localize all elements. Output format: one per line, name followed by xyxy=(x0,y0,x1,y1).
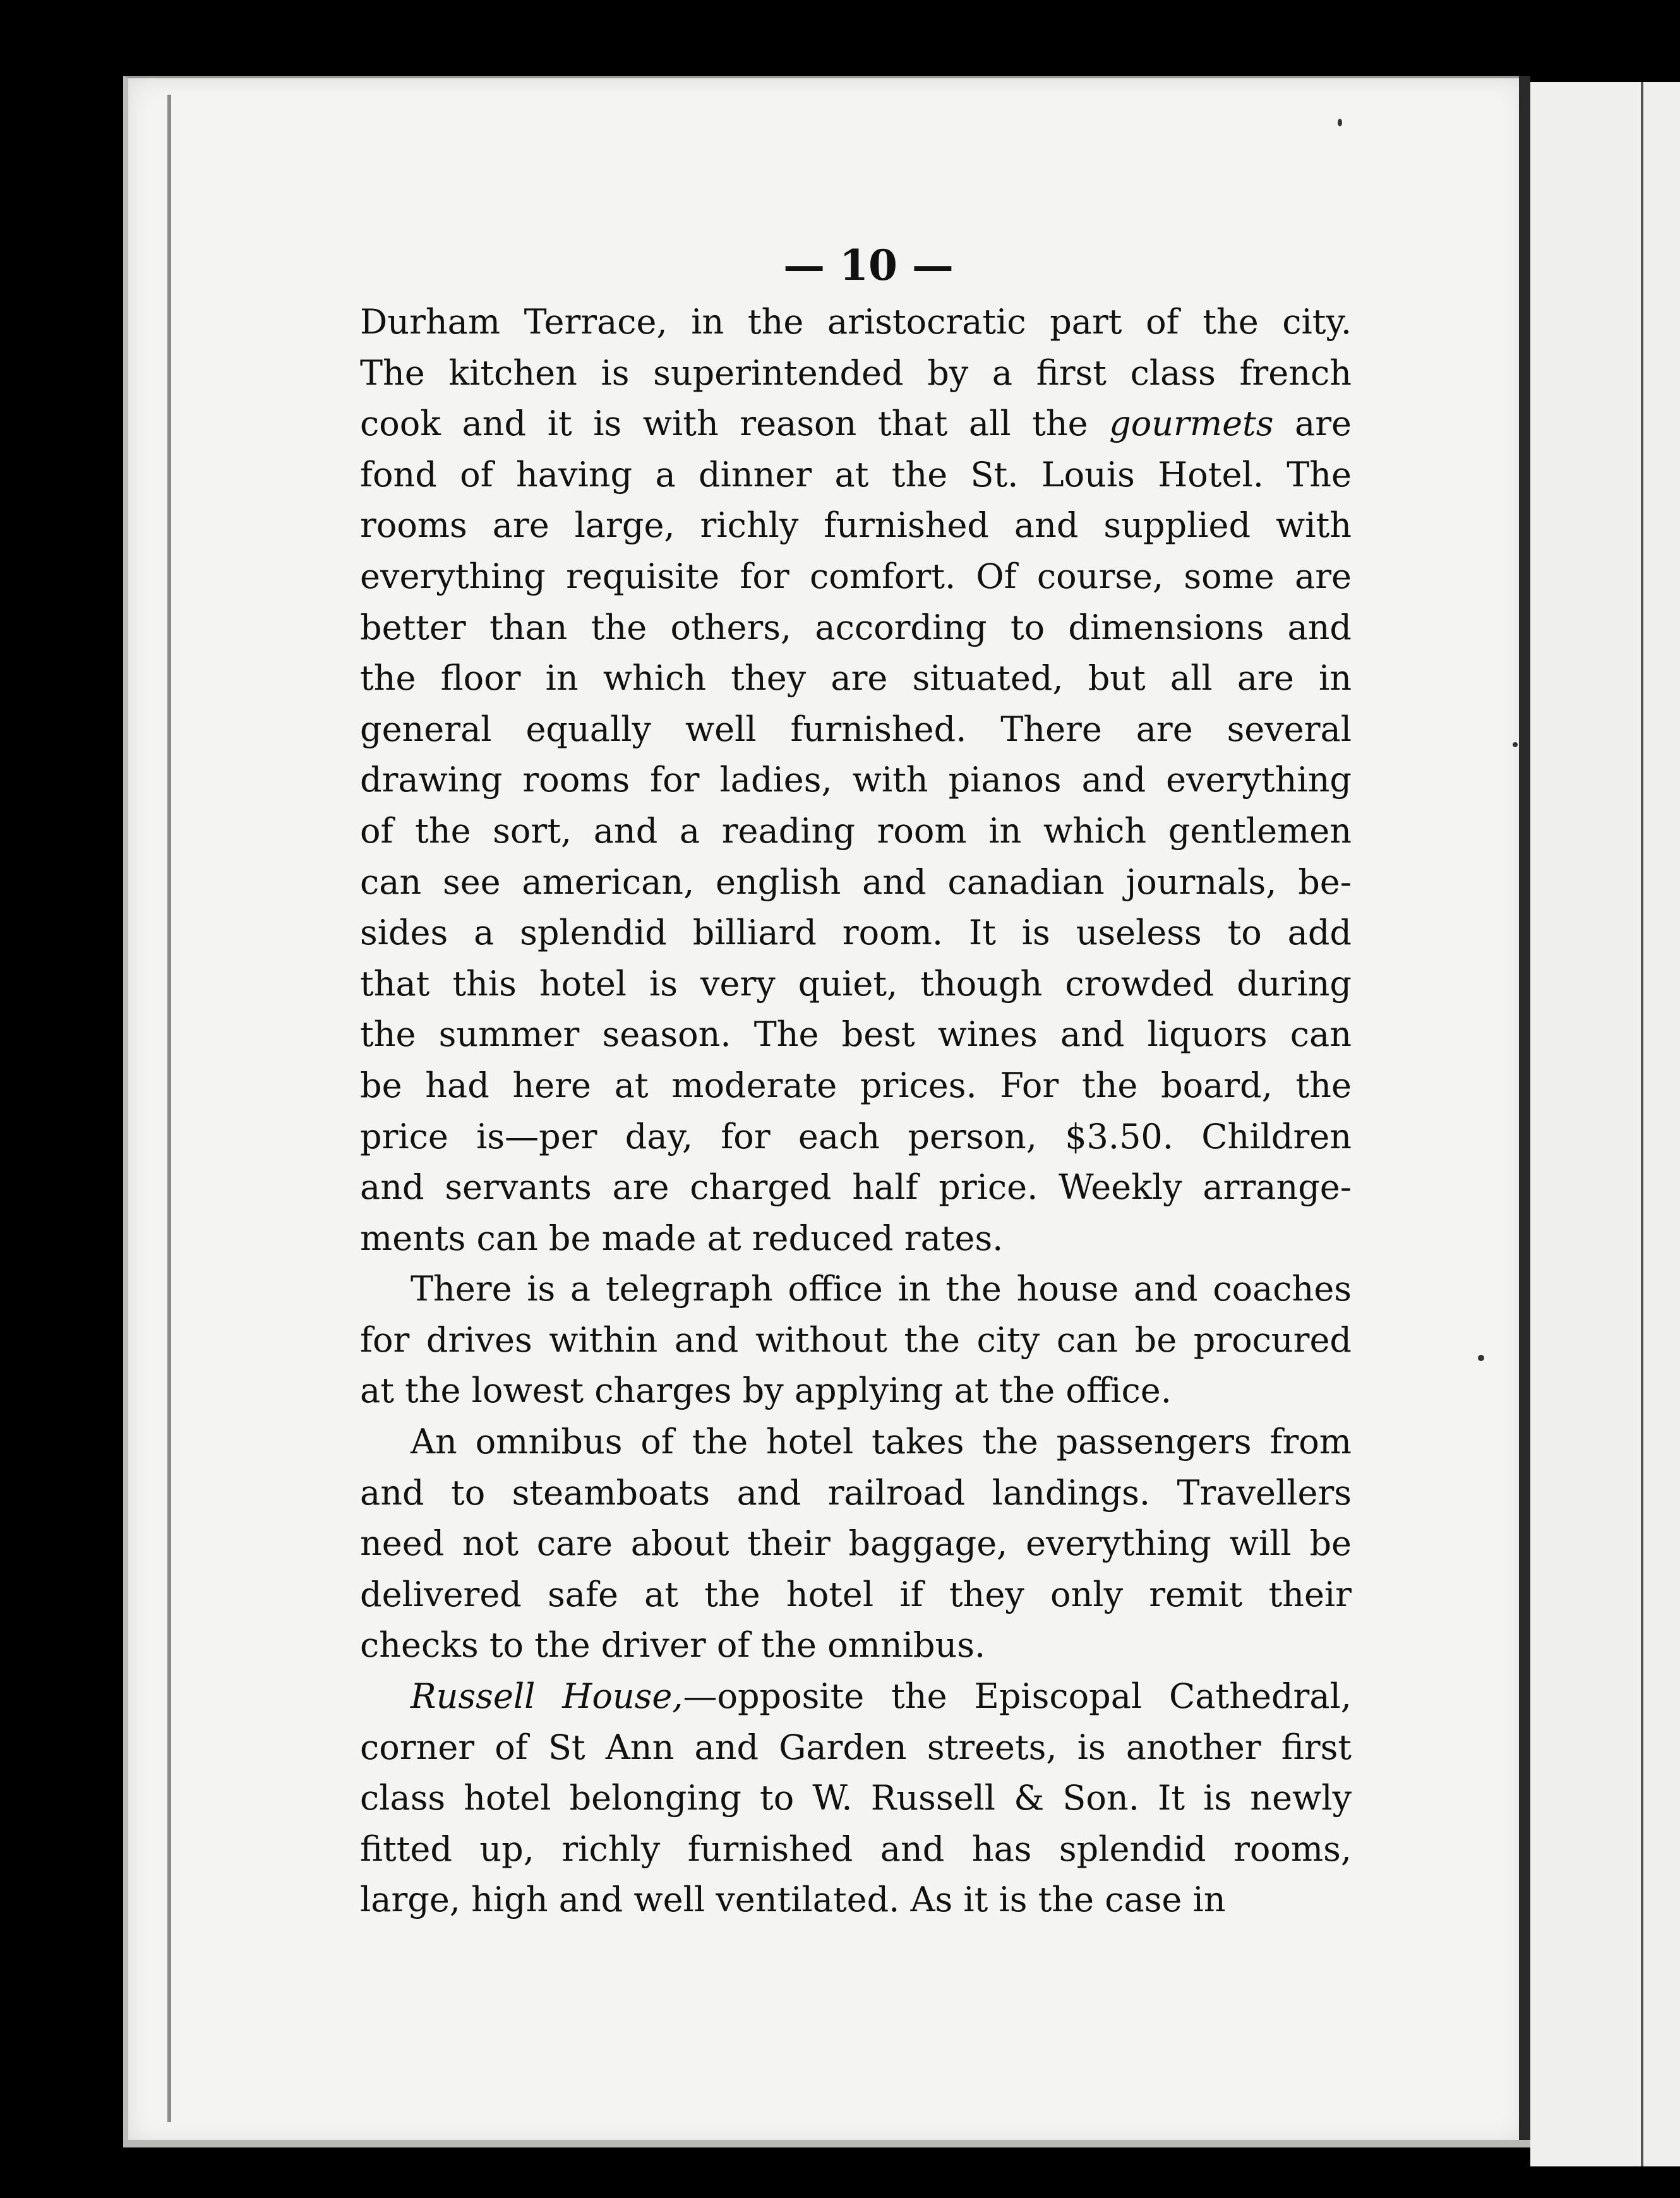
page-fold-edge xyxy=(167,95,171,2122)
italic-text: Russell House, xyxy=(411,1676,683,1717)
text-line: that this hotel is very quiet, though crowded during xyxy=(360,963,1352,1004)
text-line: and servants are charged half price. Weekly arrange- xyxy=(360,1167,1352,1208)
page-bottom-edge xyxy=(123,2140,1530,2147)
page-text xyxy=(360,234,1352,1926)
paragraph-p3 xyxy=(360,1417,1352,1671)
text-line: better than the others, according to dimensions and xyxy=(360,607,1352,647)
text-line: at the lowest charges by applying at the office. xyxy=(360,1371,1172,1411)
adjacent-page-border xyxy=(1641,82,1643,2166)
text-line: checks to the driver of the omnibus. xyxy=(360,1625,986,1666)
page-number: — 10 — xyxy=(783,241,954,290)
text-line: price is—per day, for each person, $3.50. Children xyxy=(360,1116,1352,1156)
text-line xyxy=(360,399,1352,450)
text-line: Durham Terrace, in the aristocratic part of the city. xyxy=(360,302,1352,342)
text-line: can see american, english and canadian journals, be- xyxy=(360,862,1352,902)
paragraph-p1 xyxy=(360,297,1352,1264)
text-segment: cook and it is with reason that all the xyxy=(360,404,1110,444)
text-line: general equally well furnished. There are several xyxy=(360,709,1352,749)
text-line: large, high and well ventilated. As it is the case in xyxy=(360,1880,1226,1920)
text-line: and to steamboats and railroad landings. Travellers xyxy=(360,1472,1352,1513)
text-line: for drives within and without the city can be procured xyxy=(360,1319,1352,1360)
paragraph-p4 xyxy=(360,1671,1352,1926)
speck-mark xyxy=(1338,119,1342,126)
text-line: class hotel belonging to W. Russell & Son. It is newly xyxy=(360,1778,1352,1818)
text-line: need not care about their baggage, everything will be xyxy=(360,1523,1352,1564)
text-segment: —opposite the Episcopal Cathedral, xyxy=(683,1676,1352,1717)
text-line: An omnibus of the hotel takes the passengers from xyxy=(411,1422,1352,1462)
text-line: rooms are large, richly furnished and supplied with xyxy=(360,505,1352,546)
text-line: the summer season. The best wines and liquors can xyxy=(360,1014,1352,1055)
text-line: ments can be made at reduced rates. xyxy=(360,1218,1004,1258)
text-segment: are xyxy=(1273,404,1352,444)
text-line: the floor in which they are situated, but all are in xyxy=(360,658,1352,699)
speck-mark xyxy=(1513,742,1518,747)
body-text xyxy=(360,297,1352,1926)
text-line: sides a splendid billiard room. It is useless to add xyxy=(360,913,1352,953)
text-line: delivered safe at the hotel if they only remit their xyxy=(360,1574,1352,1614)
adjacent-page-edge xyxy=(1530,82,1680,2166)
text-line: There is a telegraph office in the house and coaches xyxy=(411,1269,1352,1309)
paragraph-p2 xyxy=(360,1264,1352,1417)
text-line: everything requisite for comfort. Of course, some are xyxy=(360,556,1352,596)
text-line: corner of St Ann and Garden streets, is another first xyxy=(360,1727,1352,1767)
text-line: drawing rooms for ladies, with pianos and everything xyxy=(360,760,1352,800)
text-line: fitted up, richly furnished and has splendid rooms, xyxy=(360,1829,1352,1869)
text-line: of the sort, and a reading room in which gentlemen xyxy=(360,810,1352,851)
text-line: fond of having a dinner at the St. Louis Hotel. The xyxy=(360,454,1352,495)
text-line: The kitchen is superintended by a first class french xyxy=(360,352,1352,393)
italic-text: gourmets xyxy=(1109,404,1274,444)
book-spine xyxy=(1519,76,1530,2147)
text-line: be had here at moderate prices. For the board, the xyxy=(360,1065,1352,1105)
text-line xyxy=(360,1671,1352,1722)
speck-mark xyxy=(1478,1355,1484,1361)
